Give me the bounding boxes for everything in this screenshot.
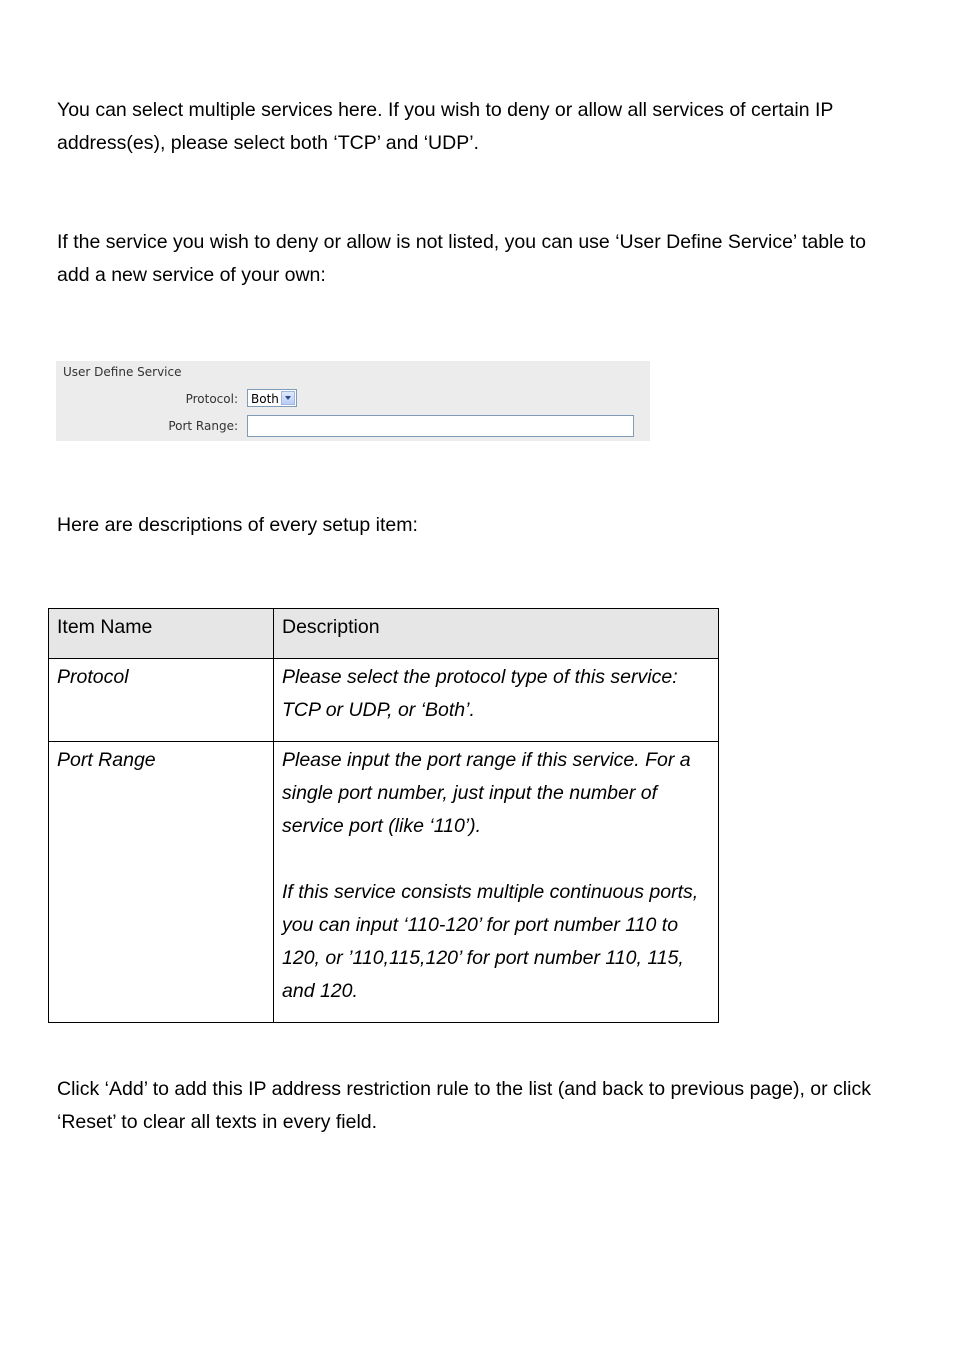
panel-title: User Define Service: [63, 365, 182, 379]
protocol-label: Protocol:: [185, 392, 238, 406]
table-header-row: [49, 609, 719, 659]
item-name-cell: Port Range: [49, 742, 274, 1023]
table-row: [49, 659, 719, 742]
port-range-input[interactable]: [247, 415, 634, 437]
header-item-name: Item Name: [49, 609, 274, 659]
chevron-down-icon[interactable]: [281, 391, 295, 405]
table-row: [49, 742, 719, 1023]
intro-paragraph: You can select multiple services here. If you wish to deny or allow all services of certain IP address(es), please select both ‘TCP’ and ‘UDP’.: [57, 99, 834, 154]
port-range-label: Port Range:: [168, 419, 238, 433]
header-description: Description: [274, 609, 719, 659]
descriptions-intro: Here are descriptions of every setup item:: [57, 514, 418, 536]
user-define-service-panel: [56, 361, 650, 441]
user-define-paragraph: If the service you wish to deny or allow is not listed, you can use ‘User Define Service’ table to add a new service of your own:: [57, 231, 866, 286]
item-description-table: [48, 608, 719, 1023]
item-name-cell: Protocol: [49, 659, 274, 742]
description-cell: Please select the protocol type of this service: TCP or UDP, or ‘Both’.: [274, 659, 719, 742]
protocol-selected-value: Both: [251, 392, 279, 406]
description-cell: Please input the port range if this service. For a single port number, just input the number of service port (like ‘110’). If this service consists multiple continuous ports, you can input ‘110-120’ for port number 110 to 120, or ’110,115,120’ for port number 110, 115, and 120.: [274, 742, 719, 1023]
add-reset-paragraph: Click ‘Add’ to add this IP address restriction rule to the list (and back to previous page), or click ‘Reset’ to clear all texts in every field.: [57, 1078, 871, 1133]
protocol-select[interactable]: [247, 389, 297, 407]
